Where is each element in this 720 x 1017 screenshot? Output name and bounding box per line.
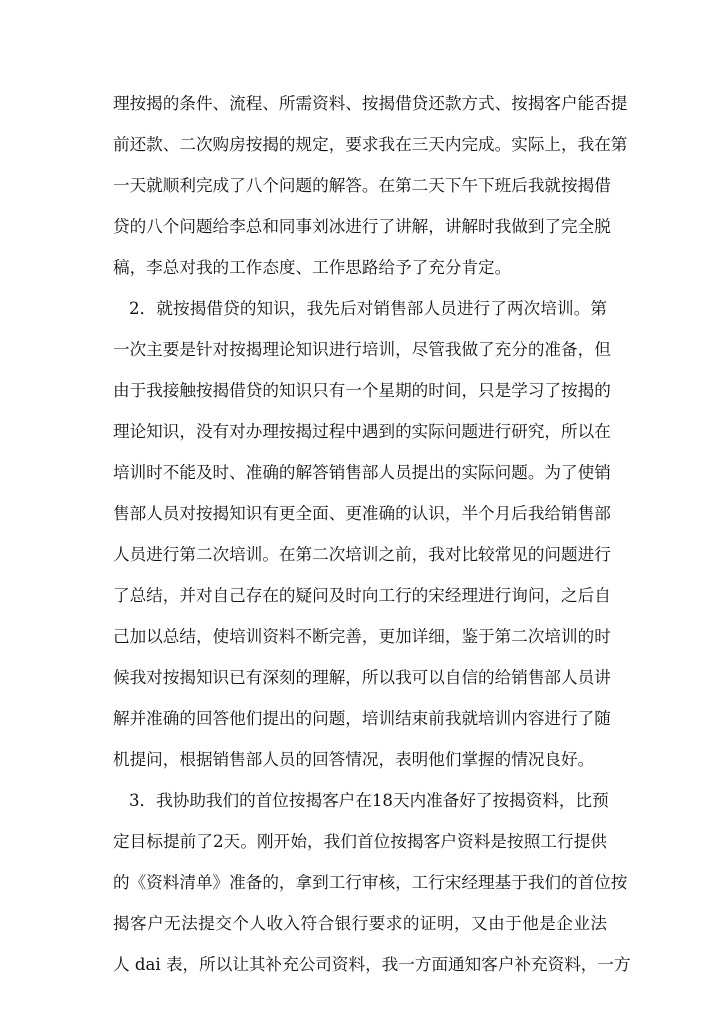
text-line: 理论知识，没有对办理按揭过程中遇到的实际问题进行研究，所以在: [113, 422, 611, 441]
text-line: 了总结，并对自己存在的疑问及时向工行的宋经理进行询问，之后自: [113, 586, 611, 605]
text-line: 解并准确的回答他们提出的问题，培训结束前我就培训内容进行了随: [113, 709, 611, 728]
text-line: 定目标提前了2天。刚开始，我们首位按揭客户资料是按照工行提供: [113, 832, 607, 851]
text-line: 人员进行第二次培训。在第二次培训之前，我对比较常见的问题进行: [113, 545, 611, 564]
text-line: 一天就顺利完成了八个问题的解答。在第二天下午下班后我就按揭借: [113, 176, 611, 195]
text-line: 一次主要是针对按揭理论知识进行培训，尽管我做了充分的准备，但: [113, 340, 611, 359]
text-line: 培训时不能及时、准确的解答销售部人员提出的实际问题。为了使销: [113, 463, 611, 482]
text-line: 的《资料清单》准备的，拿到工行审核，工行宋经理基于我们的首位按: [113, 873, 628, 892]
text-line: 候我对按揭知识已有深刻的理解，所以我可以自信的给销售部人员讲: [113, 668, 611, 687]
text-line: 人 dai 表，所以让其补充公司资料，我一方面通知客户补充资料，一方: [113, 955, 631, 974]
text-line: 揭客户无法提交个人收入符合银行要求的证明，又由于他是企业法: [113, 914, 607, 933]
text-line: 机提问，根据销售部人员的回答情况，表明他们掌握的情况良好。: [113, 750, 595, 769]
text-line: 理按揭的条件、流程、所需资料、按揭借贷还款方式、按揭客户能否提: [113, 94, 628, 113]
paragraph-start-line: 3．我协助我们的首位按揭客户在18天内准备好了按揭资料，比预: [129, 791, 609, 810]
paragraph-start-line: 2．就按揭借贷的知识，我先后对销售部人员进行了两次培训。第: [129, 299, 607, 318]
text-line: 贷的八个问题给李总和同事刘冰进行了讲解，讲解时我做到了完全脱: [113, 217, 611, 236]
text-line: 己加以总结，使培训资料不断完善，更加详细，鉴于第二次培训的时: [113, 627, 611, 646]
text-line: 稿，李总对我的工作态度、工作思路给予了充分肯定。: [113, 258, 512, 277]
text-line: 由于我接触按揭借贷的知识只有一个星期的时间，只是学习了按揭的: [113, 381, 611, 400]
text-line: 售部人员对按揭知识有更全面、更准确的认识，半个月后我给销售部: [113, 504, 611, 523]
text-line: 前还款、二次购房按揭的规定，要求我在三天内完成。实际上，我在第: [113, 135, 628, 154]
